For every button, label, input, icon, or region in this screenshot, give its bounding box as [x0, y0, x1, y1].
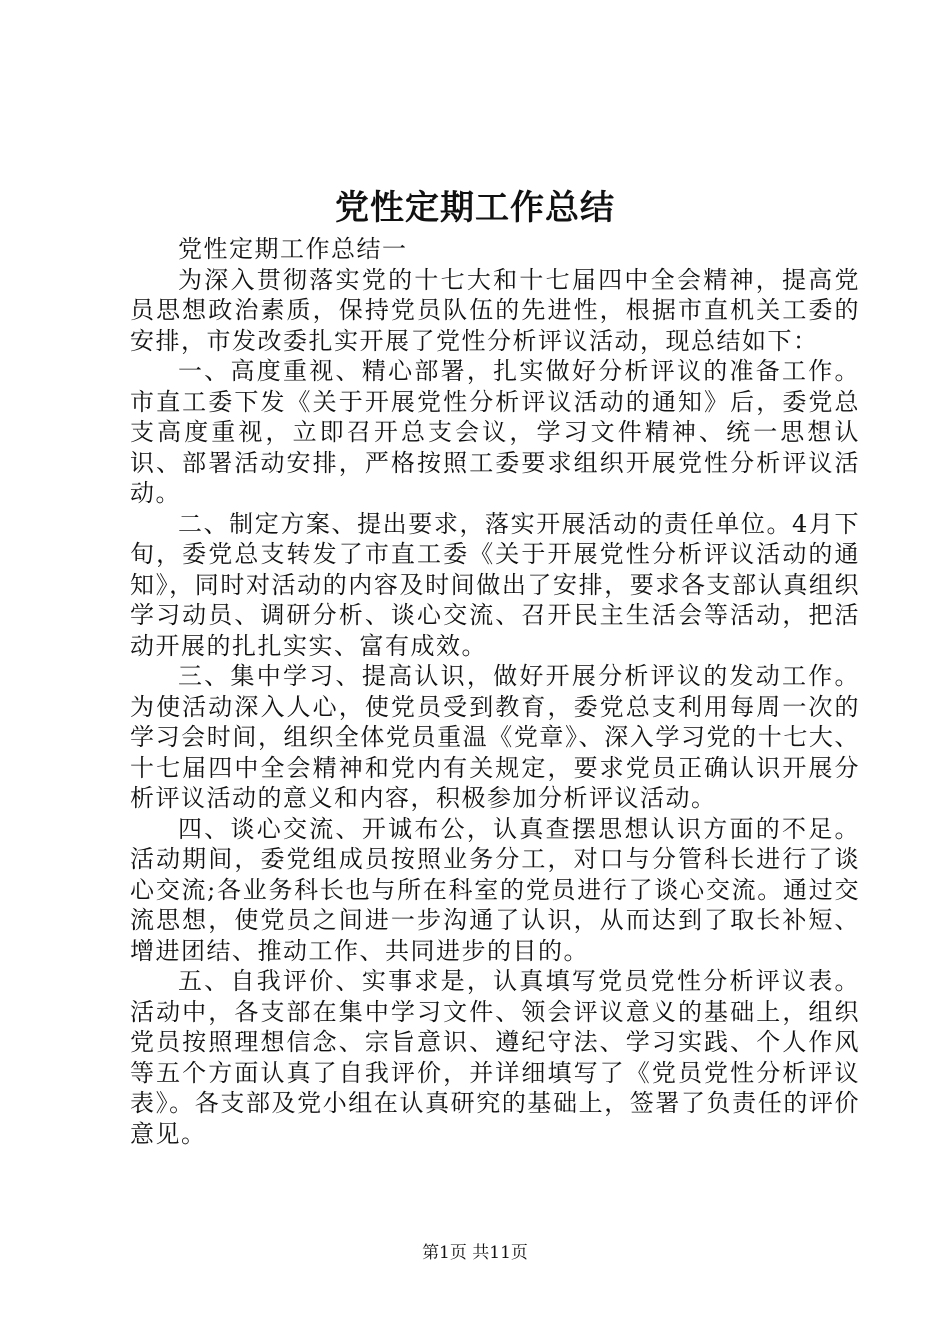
intro-paragraph: 为深入贯彻落实党的十七大和十七届四中全会精神，提高党员思想政治素质，保持党员队伍的先进性，根据市直机关工委的安排，市发改委扎实开展了党性分析评议活动，现总结如下：	[130, 265, 860, 355]
paragraph-3: 三、集中学习、提高认识，做好开展分析评议的发动工作。为使活动深入人心，使党员受到教育，委党总支利用每周一次的学习会时间，组织全体党员重温《党章》、深入学习党的十七大、十七届四中全会精神和党内有关规定，要求党员正确认识开展分析评议活动的意义和内容，积极参加分析评议活动。	[130, 662, 860, 812]
section-heading: 党性定期工作总结一	[178, 235, 408, 263]
document-title: 党性定期工作总结	[335, 188, 615, 228]
paragraph-4: 四、谈心交流、开诚布公，认真查摆思想认识方面的不足。活动期间，委党组成员按照业务分工，对口与分管科长进行了谈心交流;各业务科长也与所在科室的党员进行了谈心交流。通过交流思想，使党员之间进一步沟通了认识，从而达到了取长补短、增进团结、推动工作、共同进步的目的。	[130, 814, 860, 965]
paragraph-5: 五、自我评价、实事求是，认真填写党员党性分析评议表。活动中，各支部在集中学习文件、领会评议意义的基础上，组织党员按照理想信念、宗旨意识、遵纪守法、学习实践、个人作风等五个方面认真了自我评价，并详细填写了《党员党性分析评议表》。各支部及党小组在认真研究的基础上，签署了负责任的评价意见。	[130, 967, 860, 1148]
paragraph-2: 二、制定方案、提出要求，落实开展活动的责任单位。4月下旬，委党总支转发了市直工委《关于开展党性分析评议活动的通知》，同时对活动的内容及时间做出了安排，要求各支部认真组织学习动员、调研分析、谈心交流、召开民主生活会等活动，把活动开展的扎扎实实、富有成效。	[130, 509, 860, 660]
page-number-footer: 第1页 共11页	[422, 1243, 528, 1263]
paragraph-1: 一、高度重视、精心部署，扎实做好分析评议的准备工作。市直工委下发《关于开展党性分析评议活动的通知》后，委党总支高度重视，立即召开总支会议，学习文件精神、统一思想认识、部署活动安排，严格按照工委要求组织开展党性分析评议活动。	[130, 357, 860, 507]
document-body	[130, 234, 860, 1149]
